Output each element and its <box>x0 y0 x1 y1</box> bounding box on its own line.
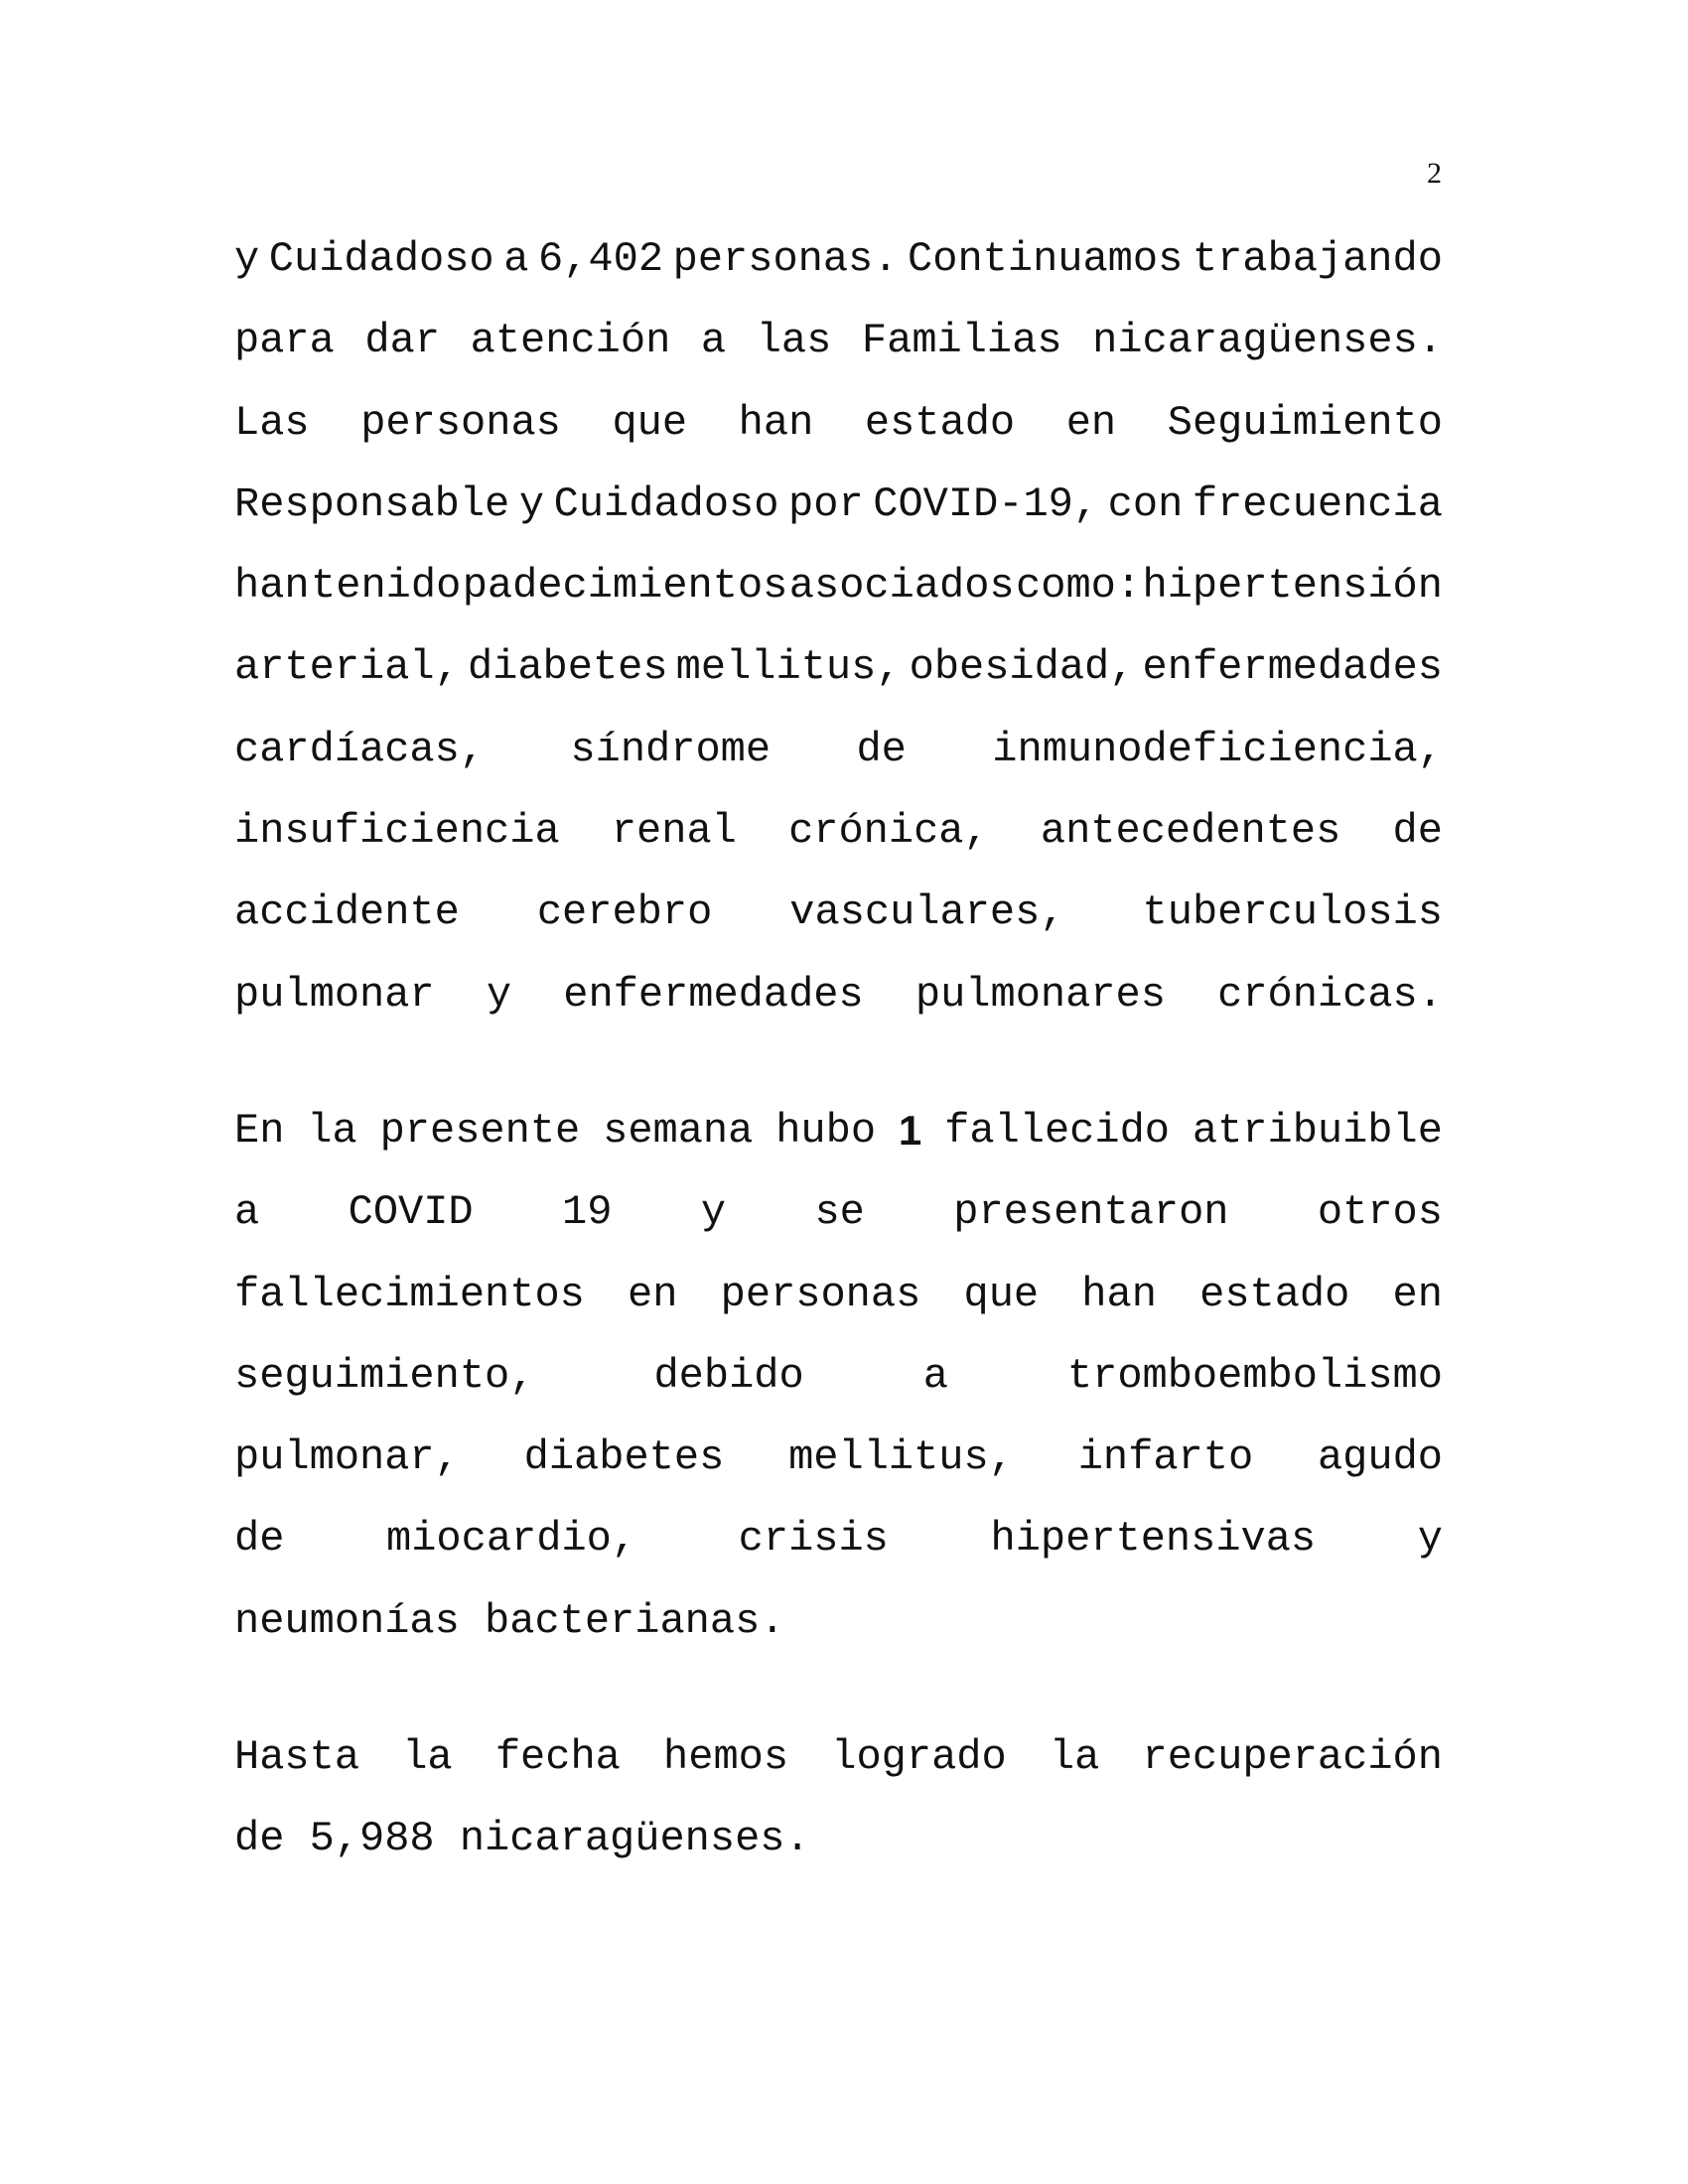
text-line: neumonías bacterianas. <box>234 1596 785 1645</box>
paragraph-fallecidos <box>234 1107 1443 1679</box>
text-line: accidente cerebro vasculares, tuberculosis <box>234 888 1443 937</box>
text-line: de 5,988 nicaragüenses. <box>234 1815 810 1863</box>
text-line: Responsable y Cuidadoso por COVID-19, con frecuencia <box>234 479 1443 528</box>
document-body <box>234 235 1443 1897</box>
page-number: 2 <box>1427 157 1442 190</box>
text-line: pulmonar, diabetes mellitus, infarto agudo <box>234 1433 1443 1482</box>
text-line: y Cuidadoso a 6,402 personas. Continuamos trabajando <box>234 235 1443 283</box>
paragraph-gap <box>234 1052 1443 1107</box>
text-line: fallecimientos en personas que han estado en <box>234 1270 1443 1318</box>
paragraph-seguimiento <box>234 235 1443 1052</box>
paragraph-gap <box>234 1679 1443 1733</box>
deaths-count: 1 <box>898 1106 922 1154</box>
text-line: insuficiencia renal crónica, antecedentes de <box>234 807 1443 856</box>
text-line: En la presente semana hubo 1 fallecido atribuible <box>234 1107 1443 1188</box>
text-line: cardíacas, síndrome de inmunodeficiencia, <box>234 725 1443 773</box>
text-line: han tenido padecimientos asociados como: hipertensión <box>234 562 1443 611</box>
text-line: pulmonar y enfermedades pulmonares crónicas. <box>234 970 1443 1019</box>
text-line: Las personas que han estado en Seguimiento <box>234 398 1443 447</box>
text-line: seguimiento, debido a tromboembolismo <box>234 1351 1443 1400</box>
text-line: de miocardio, crisis hipertensivas y <box>234 1515 1443 1564</box>
paragraph-recuperacion <box>234 1733 1443 1897</box>
text-line: a COVID 19 y se presentaron otros <box>234 1188 1443 1237</box>
text-line: para dar atención a las Familias nicaragüenses. <box>234 317 1443 365</box>
text-line: arterial, diabetes mellitus, obesidad, enfermedades <box>234 643 1443 692</box>
text-line: Hasta la fecha hemos logrado la recuperación <box>234 1733 1443 1782</box>
